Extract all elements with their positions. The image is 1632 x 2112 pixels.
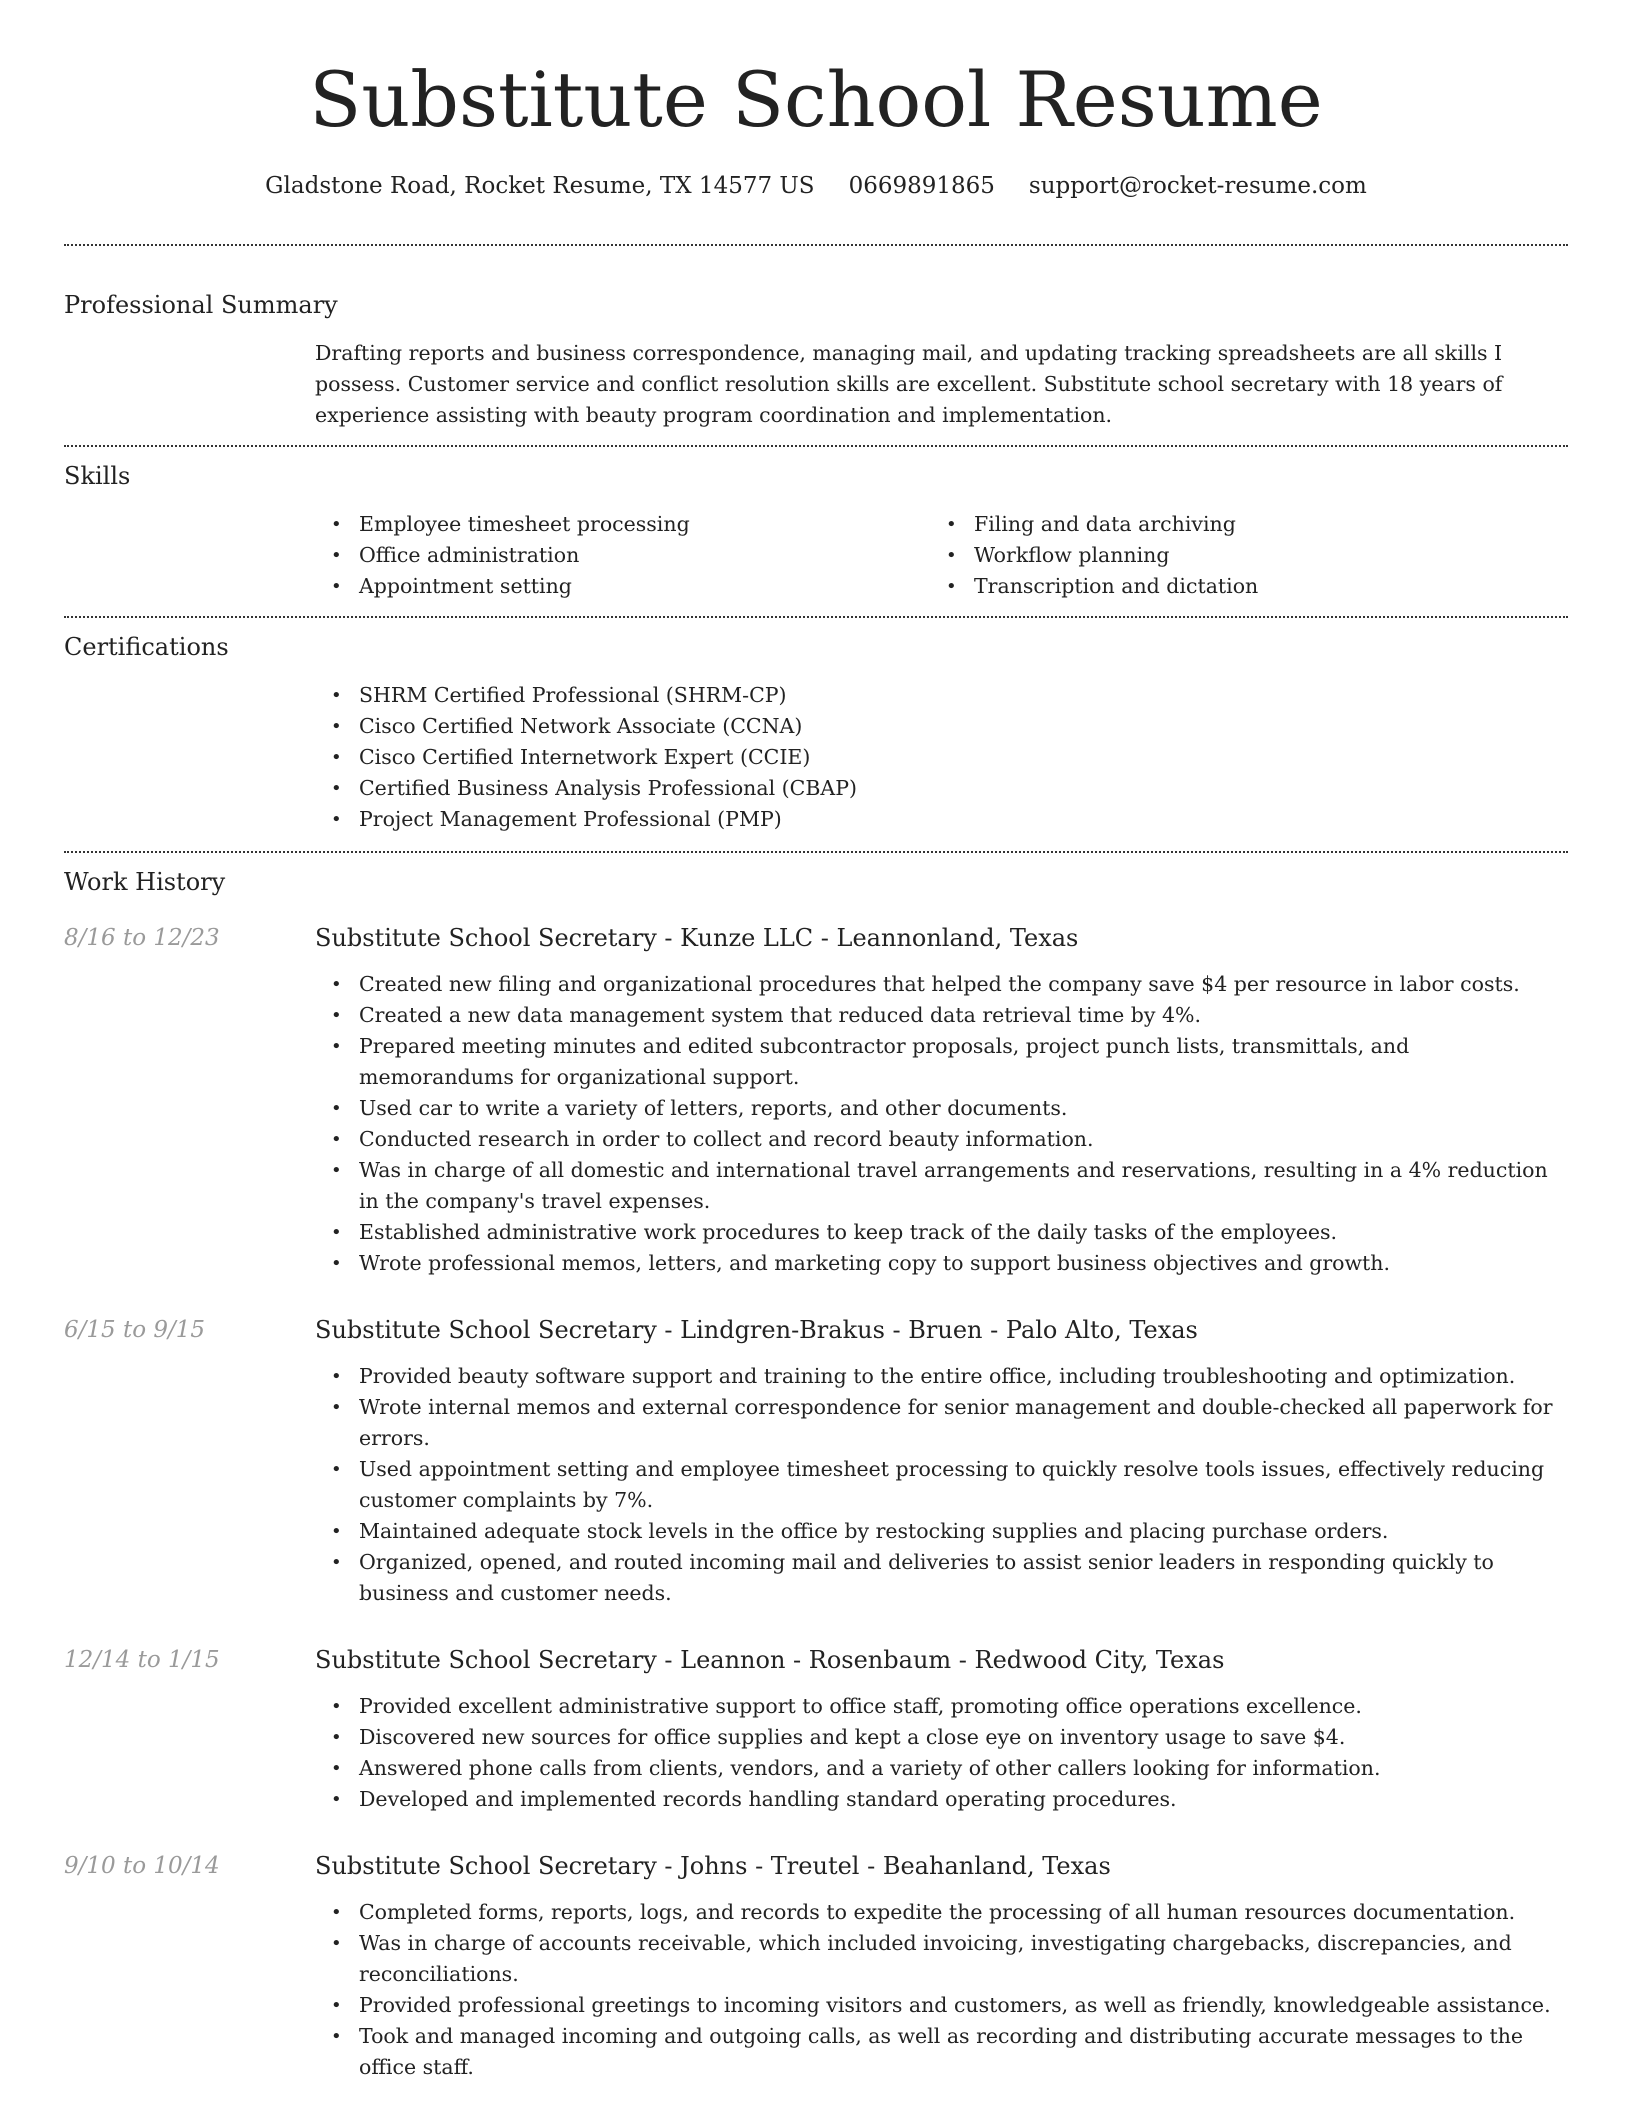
job-bullets: [315, 1361, 1568, 1609]
job-entry: [64, 1313, 1568, 1609]
job-bullet: • Took and managed incoming and outgoing calls, as well as recording and distributing accurate messages to the office staff.: [315, 2021, 1568, 2083]
skills-column-left: [315, 509, 930, 602]
job-bullet: • Maintained adequate stock levels in the office by restocking supplies and placing purchase orders.: [315, 1516, 1568, 1547]
job-entry: [64, 1643, 1568, 1815]
job-bullet: • Wrote internal memos and external correspondence for senior management and double-checked all paperwork for errors.: [315, 1392, 1568, 1454]
skills-list: [315, 509, 1568, 602]
job-bullet: • Established administrative work procedures to keep track of the daily tasks of the employees.: [315, 1217, 1568, 1248]
skill-item: • Office administration: [315, 540, 930, 571]
job-entry: [64, 921, 1568, 1279]
certifications-list: [315, 680, 1568, 835]
certification-item: • Cisco Certified Internetwork Expert (CCIE): [315, 742, 1568, 773]
job-bullet: • Developed and implemented records handling standard operating procedures.: [315, 1784, 1568, 1815]
skill-item: • Workflow planning: [930, 540, 1545, 571]
contact-phone: 0669891865: [848, 173, 995, 199]
certification-item: • SHRM Certified Professional (SHRM-CP): [315, 680, 1568, 711]
job-bullet: • Provided excellent administrative support to office staff, promoting office operations excellence.: [315, 1691, 1568, 1722]
job-dates: 12/14 to 1/15: [64, 1647, 220, 1673]
job-bullet: • Used car to write a variety of letters, reports, and other documents.: [315, 1093, 1568, 1124]
skill-item: • Appointment setting: [315, 571, 930, 602]
job-entry: [64, 1849, 1568, 2083]
contact-email: support@rocket-resume.com: [1028, 173, 1367, 199]
divider: [64, 616, 1568, 618]
job-bullet: • Was in charge of accounts receivable, which included invoicing, investigating chargebacks, discrepancies, and reconciliations.: [315, 1928, 1568, 1990]
job-title: Substitute School Secretary - Kunze LLC - Leannonland, Texas: [315, 924, 1079, 952]
job-bullet: • Completed forms, reports, logs, and records to expedite the processing of all human resources documentation.: [315, 1897, 1568, 1928]
work-history-heading: Work History: [64, 868, 226, 896]
summary-heading: Professional Summary: [64, 291, 338, 319]
job-bullet: • Wrote professional memos, letters, and marketing copy to support business objectives and growth.: [315, 1248, 1568, 1279]
divider: [64, 244, 1568, 246]
job-title: Substitute School Secretary - Leannon - Rosenbaum - Redwood City, Texas: [315, 1646, 1225, 1674]
divider: [64, 445, 1568, 447]
contact-address: Gladstone Road, Rocket Resume, TX 14577 US: [265, 173, 815, 199]
job-bullet: • Organized, opened, and routed incoming mail and deliveries to assist senior leaders in responding quickly to business and customer needs.: [315, 1547, 1568, 1609]
contact-line: [64, 168, 1568, 204]
job-bullets: [315, 969, 1568, 1279]
job-bullet: • Provided professional greetings to incoming visitors and customers, as well as friendly, knowledgeable assistance.: [315, 1990, 1568, 2021]
job-title: Substitute School Secretary - Johns - Treutel - Beahanland, Texas: [315, 1852, 1111, 1880]
summary-text: Drafting reports and business correspondence, managing mail, and updating tracking spreadsheets are all skills I possess. Customer service and conflict resolution skills are excellent. Substitute school secretary with 18 years of experience assisting with beauty program coordination and implementation.: [315, 341, 1503, 427]
skills-column-right: [930, 509, 1545, 602]
skills-heading: Skills: [64, 462, 131, 490]
job-dates: 9/10 to 10/14: [64, 1853, 220, 1879]
job-bullet: • Conducted research in order to collect and record beauty information.: [315, 1124, 1568, 1155]
skill-item: • Filing and data archiving: [930, 509, 1545, 540]
job-bullet: • Created a new data management system that reduced data retrieval time by 4%.: [315, 1000, 1568, 1031]
certifications-heading: Certifications: [64, 633, 229, 661]
skill-item: • Transcription and dictation: [930, 571, 1545, 602]
job-bullet: • Provided beauty software support and training to the entire office, including troubleshooting and optimization.: [315, 1361, 1568, 1392]
job-bullets: [315, 1691, 1568, 1815]
job-bullet: • Created new filing and organizational procedures that helped the company save $4 per resource in labor costs.: [315, 969, 1568, 1000]
job-title: Substitute School Secretary - Lindgren-Brakus - Bruen - Palo Alto, Texas: [315, 1316, 1198, 1344]
certification-item: • Cisco Certified Network Associate (CCNA): [315, 711, 1568, 742]
job-bullet: • Prepared meeting minutes and edited subcontractor proposals, project punch lists, transmittals, and memorandums for organizational support.: [315, 1031, 1568, 1093]
job-bullet: • Answered phone calls from clients, vendors, and a variety of other callers looking for information.: [315, 1753, 1568, 1784]
resume-title: Substitute School Resume: [309, 55, 1323, 144]
divider: [64, 851, 1568, 853]
job-bullet: • Discovered new sources for office supplies and kept a close eye on inventory usage to save $4.: [315, 1722, 1568, 1753]
job-dates: 8/16 to 12/23: [64, 925, 220, 951]
job-bullets: [315, 1897, 1568, 2083]
job-dates: 6/15 to 9/15: [64, 1317, 206, 1343]
certification-item: • Project Management Professional (PMP): [315, 804, 1568, 835]
job-bullet: • Used appointment setting and employee timesheet processing to quickly resolve tools issues, effectively reducing customer complaints by 7%.: [315, 1454, 1568, 1516]
certification-item: • Certified Business Analysis Professional (CBAP): [315, 773, 1568, 804]
skill-item: • Employee timesheet processing: [315, 509, 930, 540]
job-bullet: • Was in charge of all domestic and international travel arrangements and reservations, resulting in a 4% reduction in the company's travel expenses.: [315, 1155, 1568, 1217]
